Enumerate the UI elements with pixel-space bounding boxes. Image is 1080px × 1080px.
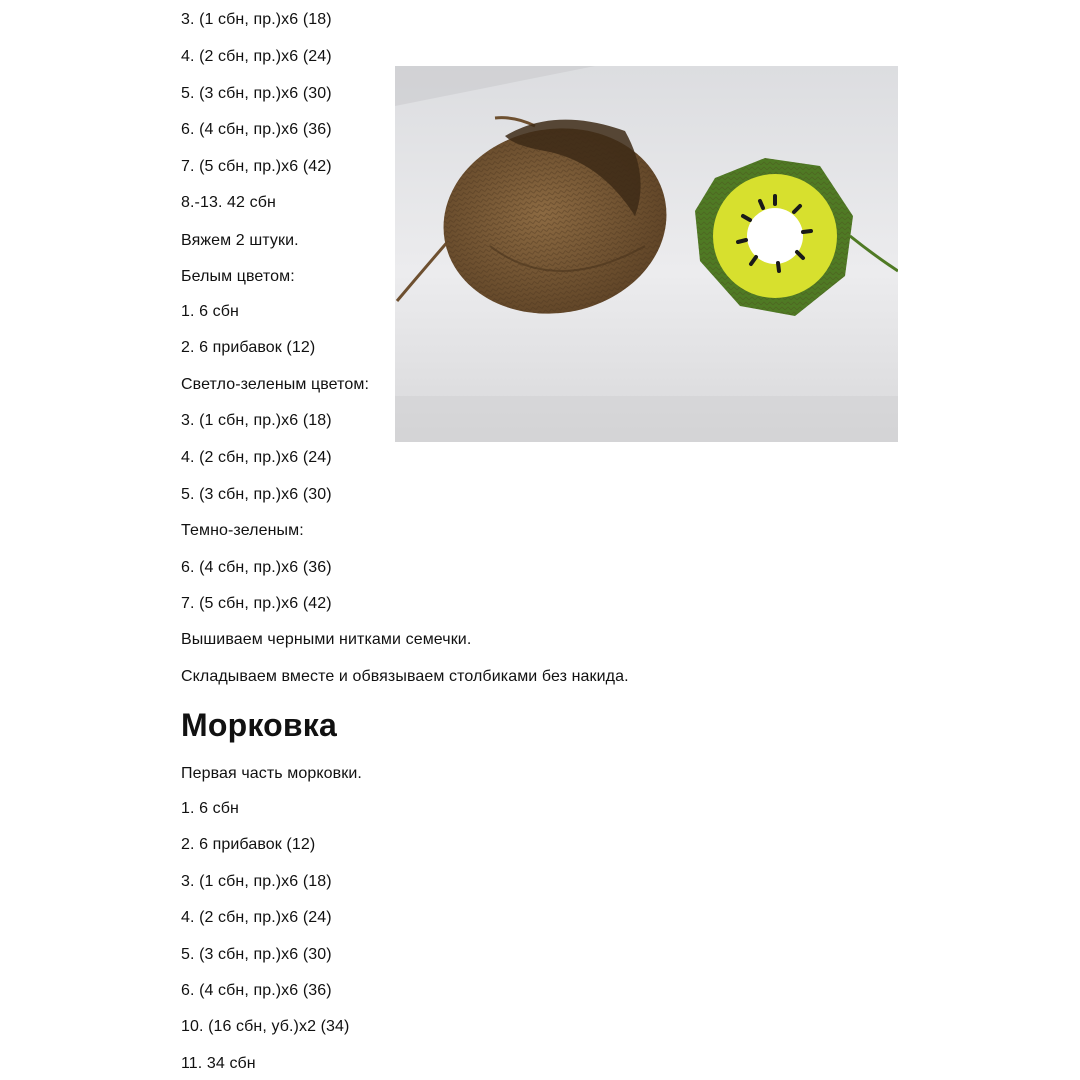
instruction-line: 7. (5 сбн, пр.)х6 (42): [181, 158, 332, 175]
instruction-line: 5. (3 сбн, пр.)х6 (30): [181, 486, 332, 503]
instruction-line: 2. 6 прибавок (12): [181, 836, 316, 853]
instruction-line: 4. (2 сбн, пр.)х6 (24): [181, 909, 332, 926]
instruction-line: Светло-зеленым цветом:: [181, 376, 370, 393]
instruction-line: Вяжем 2 штуки.: [181, 232, 299, 249]
instruction-line: Темно-зеленым:: [181, 522, 304, 539]
instruction-line: 1. 6 сбн: [181, 303, 239, 320]
instruction-line: 3. (1 сбн, пр.)х6 (18): [181, 873, 332, 890]
crochet-kiwi-photo: [395, 66, 898, 442]
instruction-line: 7. (5 сбн, пр.)х6 (42): [181, 595, 332, 612]
section-heading: Морковка: [181, 707, 337, 743]
instruction-line: 8.-13. 42 сбн: [181, 194, 276, 211]
instruction-line: 5. (3 сбн, пр.)х6 (30): [181, 85, 332, 102]
instruction-line: Первая часть морковки.: [181, 765, 362, 782]
instruction-line: 4. (2 сбн, пр.)х6 (24): [181, 48, 332, 65]
instruction-line: 5. (3 сбн, пр.)х6 (30): [181, 946, 332, 963]
instruction-line: 1. 6 сбн: [181, 800, 239, 817]
instruction-line: 6. (4 сбн, пр.)х6 (36): [181, 559, 332, 576]
instruction-line: Белым цветом:: [181, 268, 295, 285]
instruction-line: 6. (4 сбн, пр.)х6 (36): [181, 121, 332, 138]
instruction-line: 2. 6 прибавок (12): [181, 339, 316, 356]
instruction-line: 6. (4 сбн, пр.)х6 (36): [181, 982, 332, 999]
crochet-kiwi-photo-icon: [395, 66, 898, 442]
instruction-line: Вышиваем черными нитками семечки.: [181, 631, 472, 648]
instruction-line: 3. (1 сбн, пр.)х6 (18): [181, 412, 332, 429]
instruction-line: Складываем вместе и обвязываем столбиками без накида.: [181, 668, 629, 685]
instruction-line: 3. (1 сбн, пр.)х6 (18): [181, 11, 332, 28]
instruction-line: 4. (2 сбн, пр.)х6 (24): [181, 449, 332, 466]
instruction-line: 10. (16 сбн, уб.)х2 (34): [181, 1018, 350, 1035]
instruction-line: 11. 34 сбн: [181, 1055, 256, 1072]
